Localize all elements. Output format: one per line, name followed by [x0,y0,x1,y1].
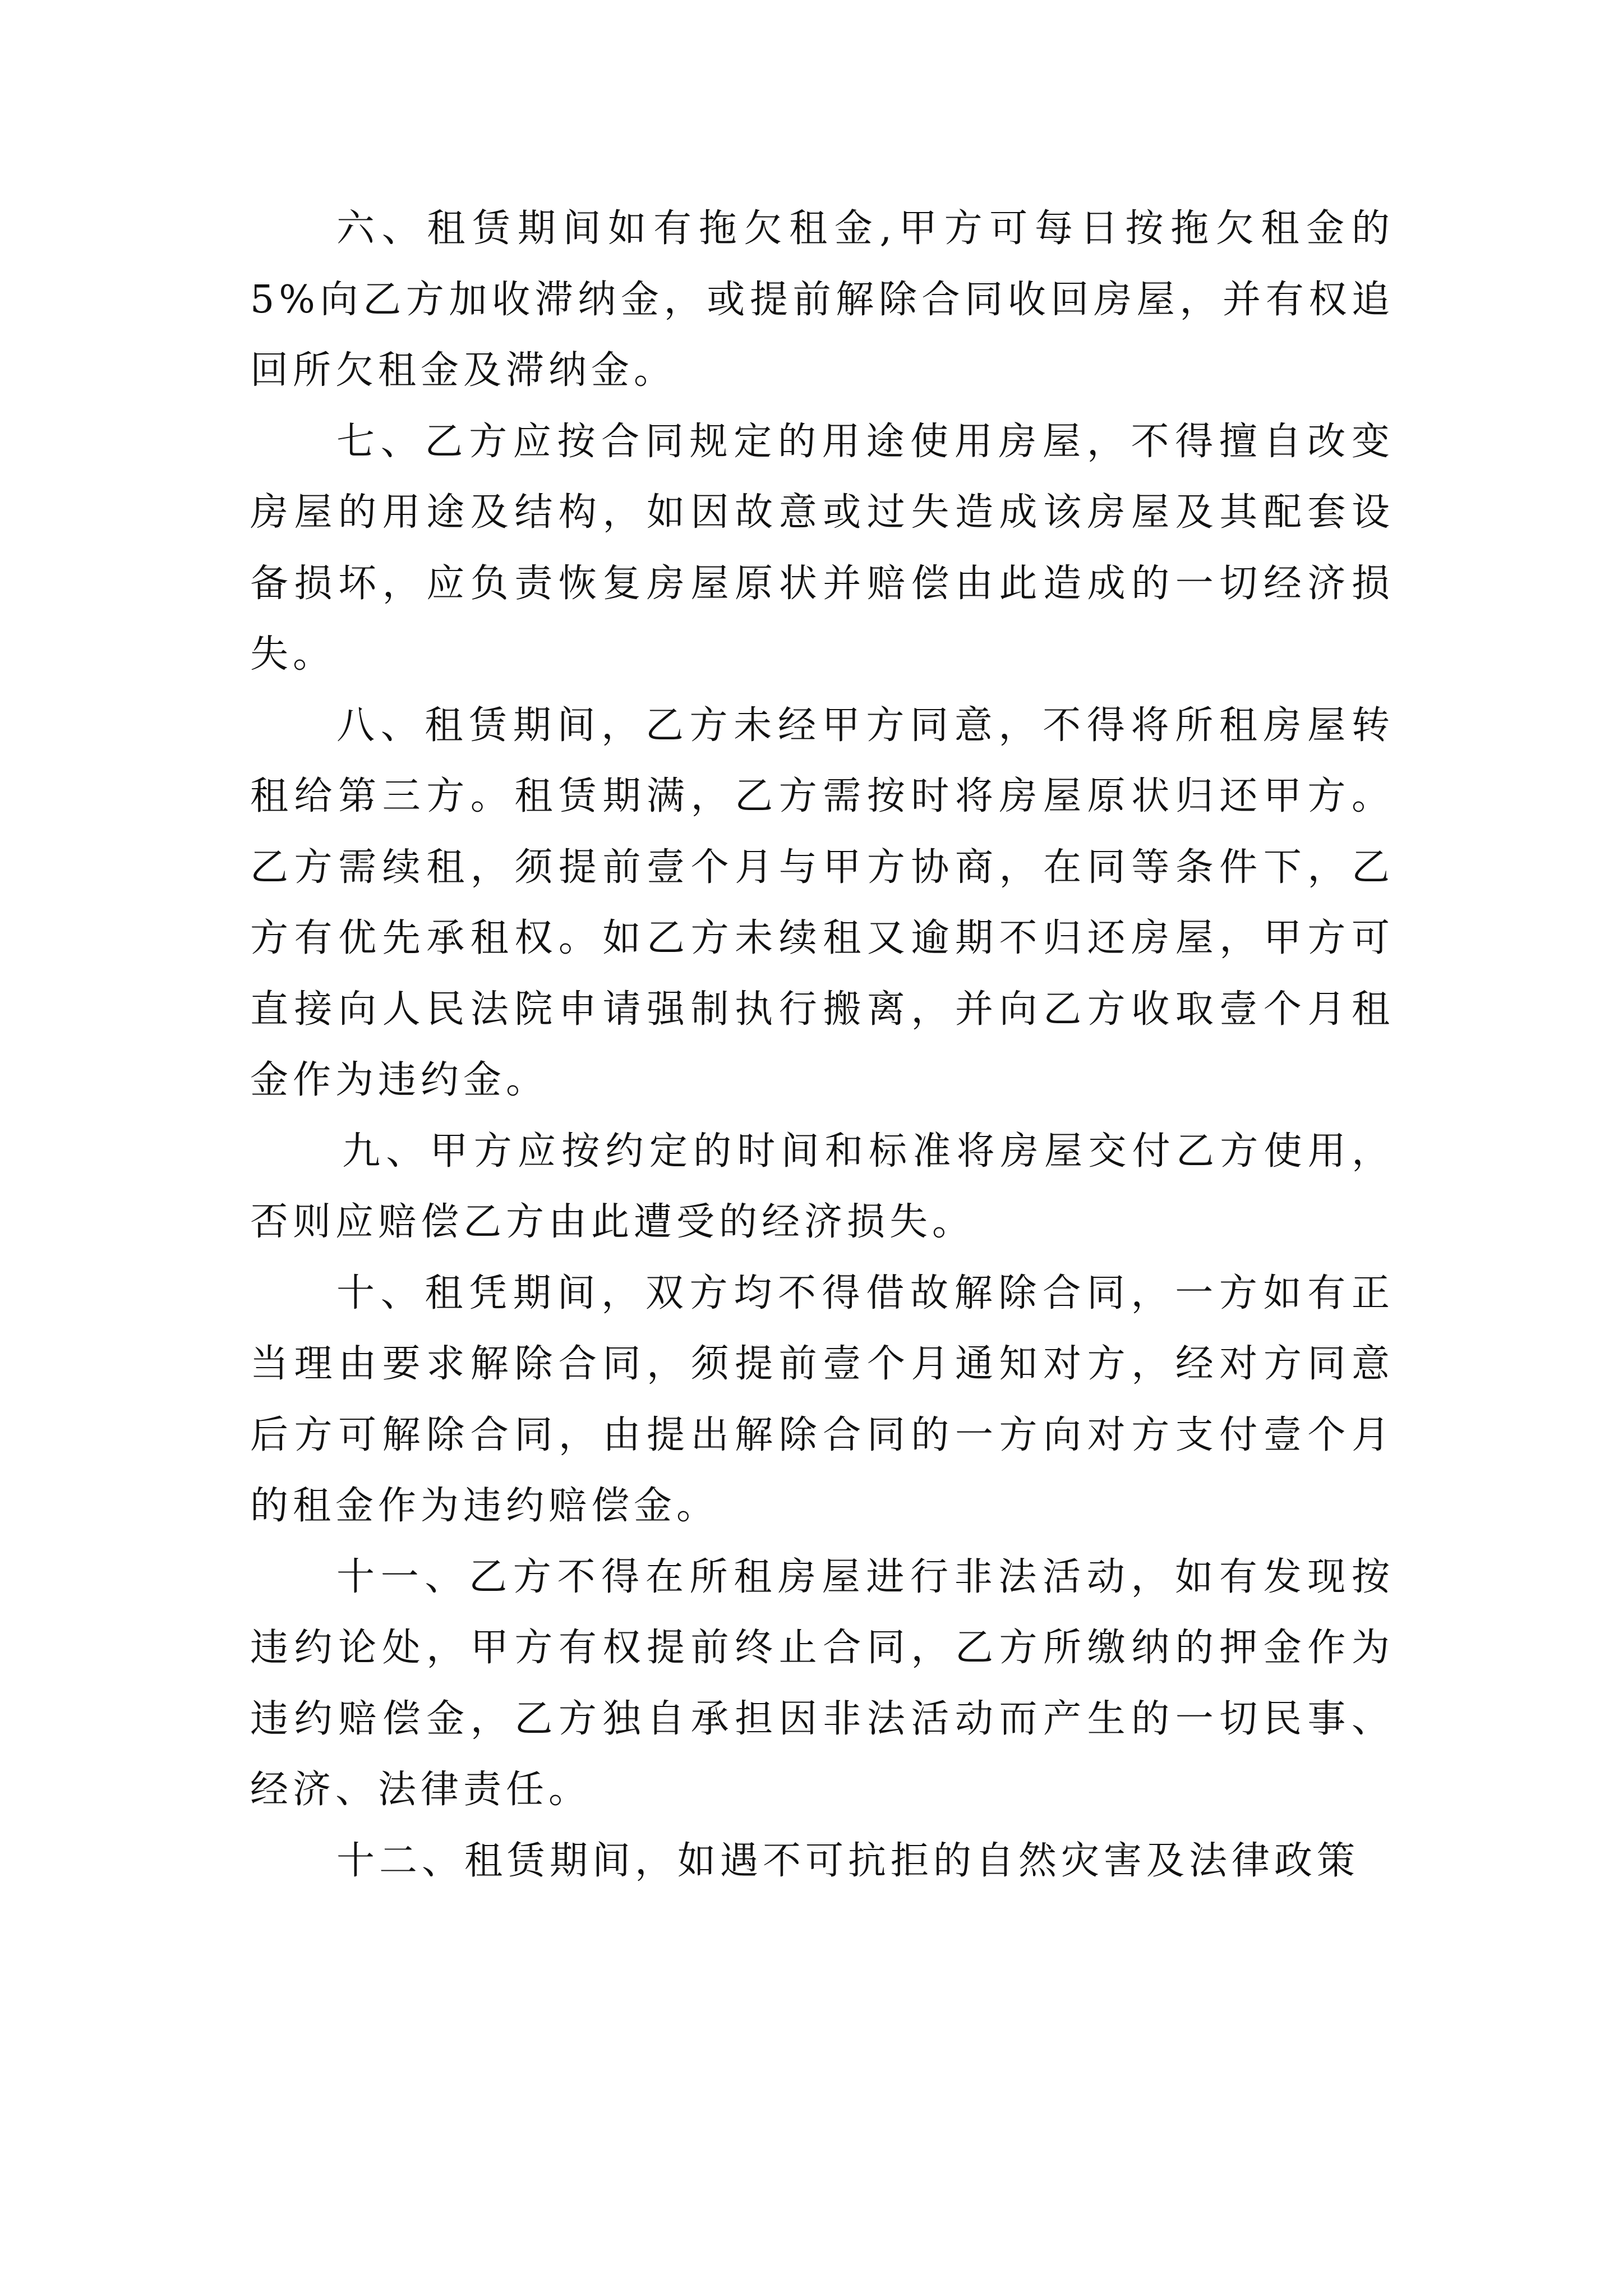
clause-11-paragraph: 十一、乙方不得在所租房屋进行非法活动，如有发现按违约论处，甲方有权提前终止合同，乙方所缴纳的押金作为违约赔偿金，乙方独自承担因非法活动而产生的一切民事、经济、法律责任。 [250,1554,1394,1812]
clause-6-paragraph: 六、租赁期间如有拖欠租金,甲方可每日按拖欠租金的5%向乙方加收滞纳金，或提前解除合同收回房屋，并有权追回所欠租金及滞纳金。 [250,206,1394,393]
clause-10-paragraph: 十、租凭期间，双方均不得借故解除合同，一方如有正当理由要求解除合同，须提前壹个月通知对方，经对方同意后方可解除合同，由提出解除合同的一方向对方支付壹个月的租金作为违约赔偿金。 [250,1271,1394,1528]
clause-8-paragraph: 八、租赁期间，乙方未经甲方同意，不得将所租房屋转租给第三方。租赁期满，乙方需按时将房屋原状归还甲方。乙方需续租，须提前壹个月与甲方协商，在同等条件下，乙方有优先承租权。如乙方未续租又逾期不归还房屋，甲方可直接向人民法院申请强制执行搬离，并向乙方收取壹个月租金作为违约金。 [250,703,1394,1102]
document-body [250,194,1394,1897]
clause-7-paragraph: 七、乙方应按合同规定的用途使用房屋，不得擅自改变房屋的用途及结构，如因故意或过失造成该房屋及其配套设备损坏，应负责恢复房屋原状并赔偿由此造成的一切经济损失。 [250,419,1394,677]
clause-12-paragraph: 十二、租赁期间，如遇不可抗拒的自然灾害及法律政策 [336,1838,1360,1883]
clause-9-paragraph: 九、甲方应按约定的时间和标准将房屋交付乙方使用，否则应赔偿乙方由此遭受的经济损失。 [250,1129,1394,1244]
